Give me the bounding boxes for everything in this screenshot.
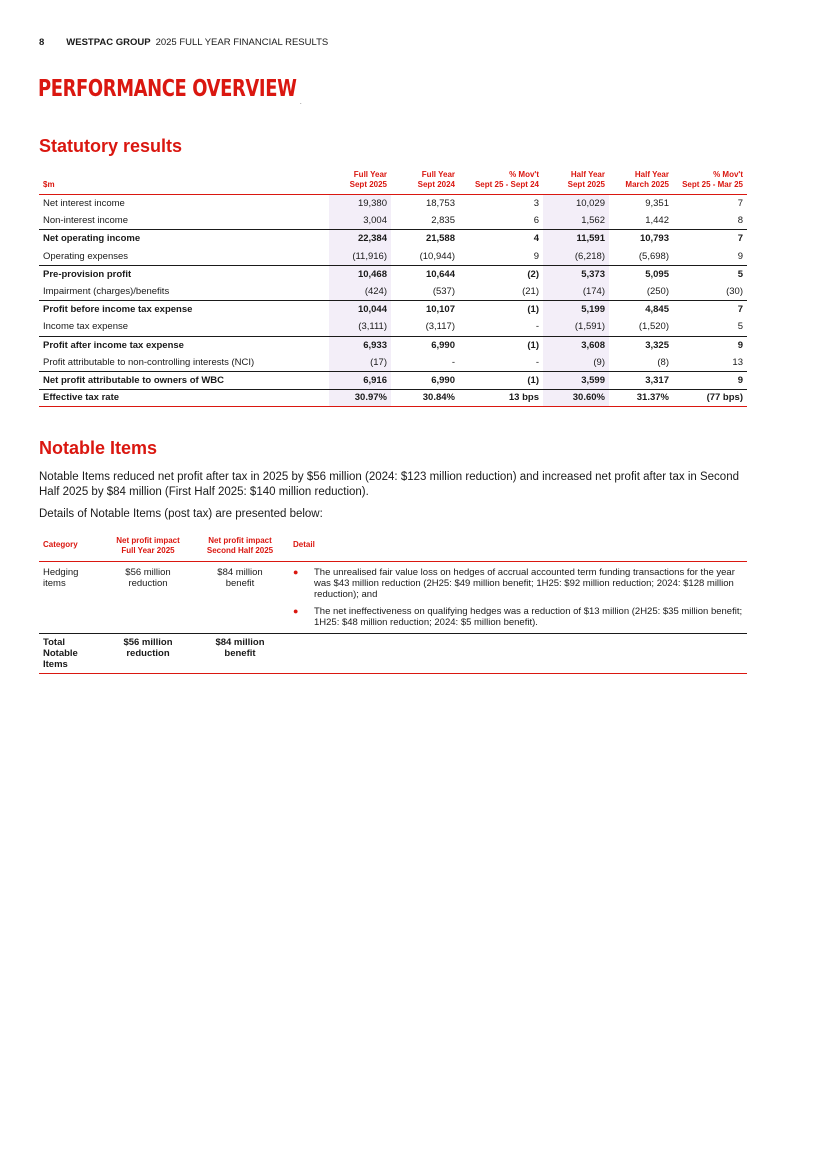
table-cell: - — [535, 356, 539, 368]
row-label: Net interest income — [43, 198, 125, 210]
table-cell: (1,520) — [638, 321, 669, 333]
row-label: Profit before income tax expense — [39, 301, 329, 319]
list-item: ● The unrealised fair value loss on hedges of accrual accounted term funding transactions for the year was $43 million reduction (2H25: $49 million benefit; 1H25: $92 million reduction; 2024: $128 million reduction); and — [293, 567, 735, 600]
table-cell: 11,591 — [543, 230, 609, 248]
table-cell: 9 — [673, 371, 747, 389]
table-cell: 13 — [732, 356, 743, 368]
table-cell: (2) — [459, 265, 543, 283]
table-cell: 9,351 — [645, 198, 669, 210]
table-cell: (1,591) — [543, 318, 609, 336]
table-cell: (8) — [657, 356, 669, 368]
table-cell: 3,608 — [543, 336, 609, 354]
table-cell: 2,835 — [431, 215, 455, 227]
page-title: PERFORMANCE OVERVIEW — [38, 76, 297, 102]
table-row — [39, 230, 747, 248]
table-cell: 19,380 — [329, 195, 391, 213]
row-label: Income tax expense — [43, 321, 129, 333]
table-cell: (9) — [543, 354, 609, 372]
table-cell: 8 — [737, 215, 743, 227]
table-row — [39, 389, 747, 407]
table-cell: 5,199 — [543, 301, 609, 319]
table-cell: 5,373 — [543, 265, 609, 283]
full-year-impact-cell: $56 million reduction — [123, 637, 173, 659]
row-label: Pre-provision profit — [39, 265, 329, 283]
table-row — [39, 248, 747, 266]
table-cell: 6,990 — [391, 371, 459, 389]
table-row — [39, 336, 747, 354]
table-cell: 4,845 — [609, 301, 673, 319]
bullet-icon: ● — [293, 606, 299, 616]
table-cell: 6 — [533, 215, 539, 227]
table-cell: (5,698) — [638, 250, 669, 262]
table-cell: 5 — [673, 265, 747, 283]
table-cell: 4 — [459, 230, 543, 248]
table-cell: 21,588 — [391, 230, 459, 248]
table-cell: 5,095 — [609, 265, 673, 283]
decorative-dot: . — [300, 100, 302, 106]
table-cell: 3,325 — [609, 336, 673, 354]
detail-cell — [287, 567, 747, 630]
table-row — [39, 371, 747, 389]
column-header: Net profit impact Full Year 2025 — [116, 536, 180, 555]
table-cell: 10,029 — [543, 195, 609, 213]
column-header: Full Year Sept 2024 — [391, 170, 459, 195]
row-label: Impairment (charges)/benefits — [43, 286, 170, 298]
row-label: Non-interest income — [43, 215, 129, 227]
full-year-impact-cell: $56 million reduction — [125, 567, 171, 589]
table-cell: (1) — [459, 336, 543, 354]
table-cell: 3,599 — [543, 371, 609, 389]
table-cell: 10,107 — [391, 301, 459, 319]
table-row — [39, 634, 747, 674]
table-cell: 13 bps — [459, 389, 543, 407]
table-row — [39, 195, 747, 213]
table-cell: 30.97% — [329, 389, 391, 407]
table-cell: (3,111) — [329, 318, 391, 336]
table-cell: (250) — [646, 286, 669, 298]
table-header-row — [39, 170, 747, 195]
table-row — [39, 301, 747, 319]
table-cell: 3 — [533, 198, 539, 210]
page-number: 8 — [39, 37, 45, 48]
notable-intro: Details of Notable Items (post tax) are presented below: — [39, 508, 323, 520]
list-item: ● The net ineffectiveness on qualifying hedges was a reduction of $13 million (2H25: $35 million benefit; 1H25: $48 million reduction; 2024: $5 million benefit). — [293, 606, 743, 628]
table-cell: 10,044 — [329, 301, 391, 319]
statutory-title: Statutory results — [39, 136, 183, 156]
table-cell: - — [451, 356, 455, 368]
column-header: Full Year Sept 2025 — [329, 170, 391, 195]
table-cell: 6,990 — [391, 336, 459, 354]
column-header: Half Year March 2025 — [609, 170, 673, 195]
table-cell: 9 — [737, 250, 743, 262]
table-cell: 1,442 — [645, 215, 669, 227]
row-label: Effective tax rate — [39, 389, 329, 407]
column-header: $m — [39, 170, 329, 195]
category-cell: Total Notable Items — [43, 637, 78, 670]
table-cell: 1,562 — [543, 212, 609, 230]
notable-items-title: Notable Items — [39, 438, 158, 458]
table-row — [39, 212, 747, 230]
table-cell: 10,644 — [391, 265, 459, 283]
column-header: Category — [43, 540, 78, 549]
table-cell: (174) — [543, 283, 609, 301]
table-row — [39, 354, 747, 372]
second-half-impact-cell: $84 million benefit — [215, 637, 265, 659]
header-subtitle: 2025 FULL YEAR FINANCIAL RESULTS — [155, 37, 329, 48]
column-header: Detail — [293, 540, 315, 549]
row-label: Net profit attributable to owners of WBC — [39, 371, 329, 389]
table-cell: (30) — [726, 286, 743, 298]
table-cell: (11,916) — [329, 248, 391, 266]
row-label: Profit after income tax expense — [39, 336, 329, 354]
table-cell: 3,004 — [329, 212, 391, 230]
table-cell: 7 — [673, 301, 747, 319]
column-header: Net profit impact Second Half 2025 — [206, 536, 274, 555]
table-row — [39, 265, 747, 283]
table-cell: 30.84% — [391, 389, 459, 407]
second-half-impact-cell: $84 million benefit — [217, 567, 263, 589]
table-cell: 9 — [533, 250, 539, 262]
table-cell: (537) — [432, 286, 455, 298]
table-header-row — [39, 536, 747, 562]
table-cell: - — [535, 321, 539, 333]
bullet-icon: ● — [293, 567, 299, 577]
table-cell: 9 — [673, 336, 747, 354]
table-cell: 5 — [737, 321, 743, 333]
row-label: Net operating income — [39, 230, 329, 248]
column-header: % Mov't Sept 25 - Sept 24 — [459, 170, 543, 195]
notable-paragraph: Notable Items reduced net profit after tax in 2025 by $56 million (2024: $123 million reduction) and increased net profit after tax in Second Half 2025 by $84 million (First Half 2025: $140 million reduction). — [39, 471, 739, 498]
table-cell: 6,916 — [329, 371, 391, 389]
table-cell: 31.37% — [609, 389, 673, 407]
detail-cell — [287, 637, 747, 670]
notable-items-table — [39, 536, 747, 674]
row-label: Operating expenses — [43, 250, 129, 262]
row-label: Profit attributable to non-controlling interests (NCI) — [43, 356, 255, 368]
table-cell: (6,218) — [543, 248, 609, 266]
column-header: Half Year Sept 2025 — [543, 170, 609, 195]
column-header: % Mov't Sept 25 - Mar 25 — [673, 170, 747, 195]
statutory-results-table — [39, 170, 747, 407]
table-cell: 7 — [673, 230, 747, 248]
table-row — [39, 562, 747, 634]
table-cell: 18,753 — [425, 198, 455, 210]
table-cell: 7 — [737, 198, 743, 210]
table-cell: 30.60% — [543, 389, 609, 407]
table-cell: (77 bps) — [673, 389, 747, 407]
table-row — [39, 283, 747, 301]
header-group: WESTPAC GROUP — [66, 37, 151, 48]
table-cell: 10,793 — [609, 230, 673, 248]
table-cell: 22,384 — [329, 230, 391, 248]
table-cell: (1) — [459, 371, 543, 389]
table-row — [39, 318, 747, 336]
table-cell: 3,317 — [609, 371, 673, 389]
table-cell: 6,933 — [329, 336, 391, 354]
table-cell: (21) — [522, 286, 539, 298]
table-cell: 10,468 — [329, 265, 391, 283]
table-cell: (10,944) — [419, 250, 455, 262]
table-cell: (3,117) — [425, 321, 455, 333]
table-cell: (17) — [329, 354, 391, 372]
table-cell: (424) — [329, 283, 391, 301]
table-cell: (1) — [459, 301, 543, 319]
category-cell: Hedging items — [43, 567, 79, 589]
page-header — [39, 37, 328, 48]
